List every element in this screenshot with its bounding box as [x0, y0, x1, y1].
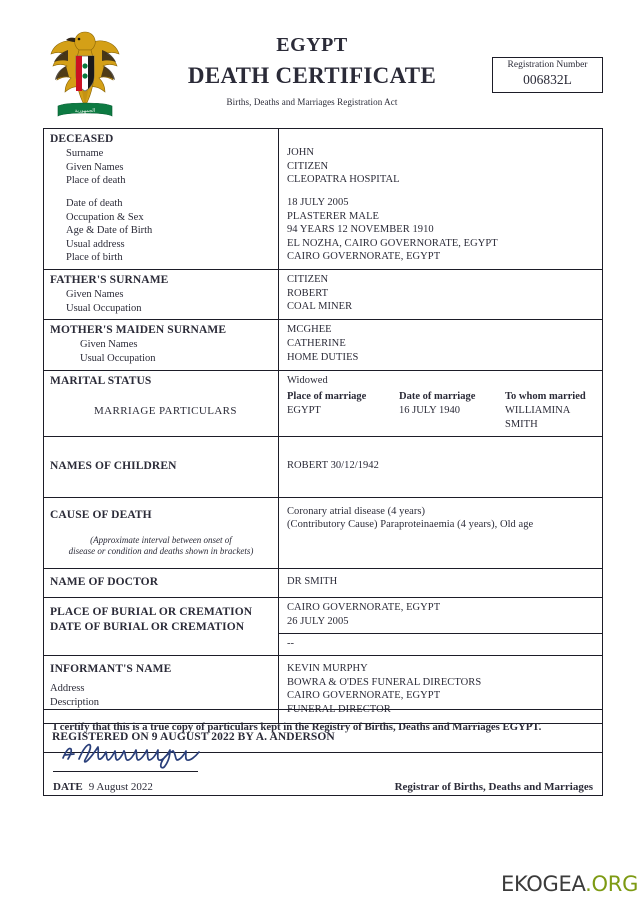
value-burial-place: CAIRO GOVERNORATE, EGYPT [287, 602, 441, 614]
value-mother-surname: MCGHEE [287, 324, 332, 336]
value-marital-status: Widowed [287, 374, 328, 386]
ekogea-watermark [501, 872, 638, 896]
doctor-heading: NAME OF DOCTOR [50, 576, 159, 589]
mother-values-cell [279, 320, 602, 369]
table-row-father [44, 270, 602, 320]
label-occupation-sex: Occupation & Sex [66, 211, 144, 223]
label-mother-occupation: Usual Occupation [80, 352, 156, 364]
marital-values-cell [279, 371, 602, 436]
value-children: ROBERT 30/12/1942 [287, 459, 379, 471]
value-given-names: CITIZEN [287, 160, 329, 172]
value-father-surname: CITIZEN [287, 274, 329, 286]
marriage-particulars-label: MARRIAGE PARTICULARS [94, 405, 237, 418]
label-age-dob: Age & Date of Birth [66, 225, 153, 237]
value-informant-description: FUNERAL DIRECTOR [287, 704, 391, 716]
certification-box [43, 709, 603, 796]
table-row-doctor [44, 569, 602, 598]
date-label: DATE [53, 781, 83, 794]
value-place-of-death: CLEOPATRA HOSPITAL [287, 174, 400, 186]
value-father-given-names: ROBERT [287, 287, 329, 299]
label-to-whom-married: To whom married [505, 391, 586, 403]
marriage-particulars-grid [287, 390, 596, 432]
table-row-deceased [44, 129, 602, 270]
value-informant-organisation: BOWRA & O'DES FUNERAL DIRECTORS [287, 676, 482, 688]
value-date-of-marriage: 16 JULY 1940 [399, 405, 460, 416]
marital-status-heading: MARITAL STATUS [50, 374, 152, 387]
marital-labels-cell [44, 371, 279, 436]
certificate-table [43, 128, 603, 753]
doctor-label-cell [44, 569, 279, 597]
date-group [53, 777, 153, 795]
label-date-of-death: Date of death [66, 197, 123, 209]
value-informant-name: KEVIN MURPHY [287, 663, 368, 675]
spacer [50, 188, 272, 197]
cause-of-death-heading: CAUSE OF DEATH [50, 508, 152, 521]
country-title: EGYPT [276, 34, 348, 56]
page-title: DEATH CERTIFICATE [187, 63, 437, 88]
svg-text:الجمهورية: الجمهورية [74, 108, 96, 114]
father-values-cell [279, 270, 602, 319]
value-date-of-death: 18 JULY 2005 [287, 196, 349, 208]
value-cause-line2: (Contributory Cause) Paraproteinaemia (4 years), Old age [287, 519, 534, 531]
watermark-secondary: .ORG [585, 872, 639, 896]
label-place-of-death: Place of death [66, 175, 126, 187]
signature-rule [53, 771, 198, 772]
burial-label-cell [44, 598, 279, 655]
label-father-occupation: Usual Occupation [66, 302, 142, 314]
informant-heading: INFORMANT'S NAME [50, 663, 172, 676]
value-father-occupation: COAL MINER [287, 301, 353, 313]
value-burial-date: 26 JULY 2005 [287, 615, 349, 627]
value-age-dob: 94 YEARS 12 NOVEMBER 1910 [287, 224, 434, 236]
label-date-of-marriage: Date of marriage [399, 391, 476, 403]
table-row-burial [44, 598, 602, 656]
deceased-heading: DECEASED [50, 133, 114, 145]
value-mother-given-names: CATHERINE [287, 337, 346, 349]
cause-label-cell [44, 498, 279, 569]
burial-place-heading: PLACE OF BURIAL OR CREMATION [50, 606, 253, 619]
label-place-of-birth: Place of birth [66, 252, 123, 264]
table-row-children [44, 437, 602, 498]
label-informant-address: Address [50, 683, 85, 695]
registration-number-label: Registration Number [507, 60, 588, 70]
signature-area [53, 738, 593, 772]
burial-primary-values [279, 598, 602, 633]
registration-number-value: 006832L [523, 71, 572, 87]
children-value-cell [279, 437, 602, 497]
certification-statement: I certify that this is a true copy of particulars kept in the Registry of Births, Deaths and Marriages EGYPT. [53, 721, 542, 733]
act-subtitle: Births, Deaths and Marriages Registration Act [226, 97, 398, 108]
value-to-whom-married: WILLIAMINA SMITH [505, 405, 570, 430]
date-value: 9 August 2022 [88, 781, 153, 794]
burial-date-heading: DATE OF BURIAL OR CREMATION [50, 621, 245, 634]
marriage-particulars-header-row [287, 390, 596, 404]
value-cause-line1: Coronary atrial disease (4 years) [287, 505, 426, 517]
label-father-given-names: Given Names [66, 289, 124, 300]
value-doctor: DR SMITH [287, 576, 338, 588]
table-row-cause-of-death [44, 498, 602, 570]
mother-labels-cell [44, 320, 279, 369]
registration-number-box [492, 57, 603, 93]
father-labels-cell [44, 270, 279, 319]
cause-of-death-note-line2: disease or condition and deaths shown in brackets) [68, 546, 254, 557]
label-surname: Surname [66, 147, 104, 159]
value-burial-extra: -- [287, 637, 295, 649]
value-surname: JOHN [287, 147, 315, 158]
label-place-of-marriage: Place of marriage [287, 391, 367, 403]
spacer [287, 132, 596, 146]
value-usual-address: EL NOZHA, CAIRO GOVERNORATE, EGYPT [287, 237, 498, 249]
table-row-marital-status [44, 371, 602, 437]
deceased-labels-cell [44, 129, 279, 269]
certification-footer [53, 777, 593, 795]
label-informant-description: Description [50, 696, 99, 708]
table-row-mother [44, 320, 602, 370]
cause-of-death-note-line1: (Approximate interval between onset of [90, 534, 232, 545]
burial-value-cell [279, 598, 602, 655]
value-informant-address: CAIRO GOVERNORATE, EGYPT [287, 690, 441, 702]
father-heading: FATHER'S SURNAME [50, 274, 169, 287]
mother-heading: MOTHER'S MAIDEN SURNAME [50, 324, 227, 337]
deceased-values-cell [279, 129, 602, 269]
registrar-title: Registrar of Births, Deaths and Marriages [394, 781, 593, 794]
eagle-of-saladin-emblem [46, 28, 124, 124]
value-occupation-sex: PLASTERER MALE [287, 210, 379, 222]
cause-value-cell [279, 498, 602, 569]
burial-extra-value [279, 634, 602, 656]
title-block [140, 34, 484, 107]
label-usual-address: Usual address [66, 238, 125, 250]
value-place-of-birth: CAIRO GOVERNORATE, EGYPT [287, 251, 441, 263]
certificate-header [0, 24, 644, 124]
registrar-signature [57, 738, 217, 770]
spacer [287, 187, 596, 196]
doctor-value-cell [279, 569, 602, 597]
marriage-particulars-value-row [287, 404, 596, 432]
label-given-names: Given Names [66, 161, 124, 173]
value-mother-occupation: HOME DUTIES [287, 351, 359, 363]
value-place-of-marriage: EGYPT [287, 405, 321, 416]
registered-text: REGISTERED ON 9 AUGUST 2022 BY A. ANDERSON [52, 731, 335, 744]
children-heading: NAMES OF CHILDREN [50, 459, 177, 472]
label-mother-given-names: Given Names [80, 339, 138, 351]
watermark-primary: EKOGEA [501, 872, 586, 896]
children-label-cell [44, 437, 279, 497]
